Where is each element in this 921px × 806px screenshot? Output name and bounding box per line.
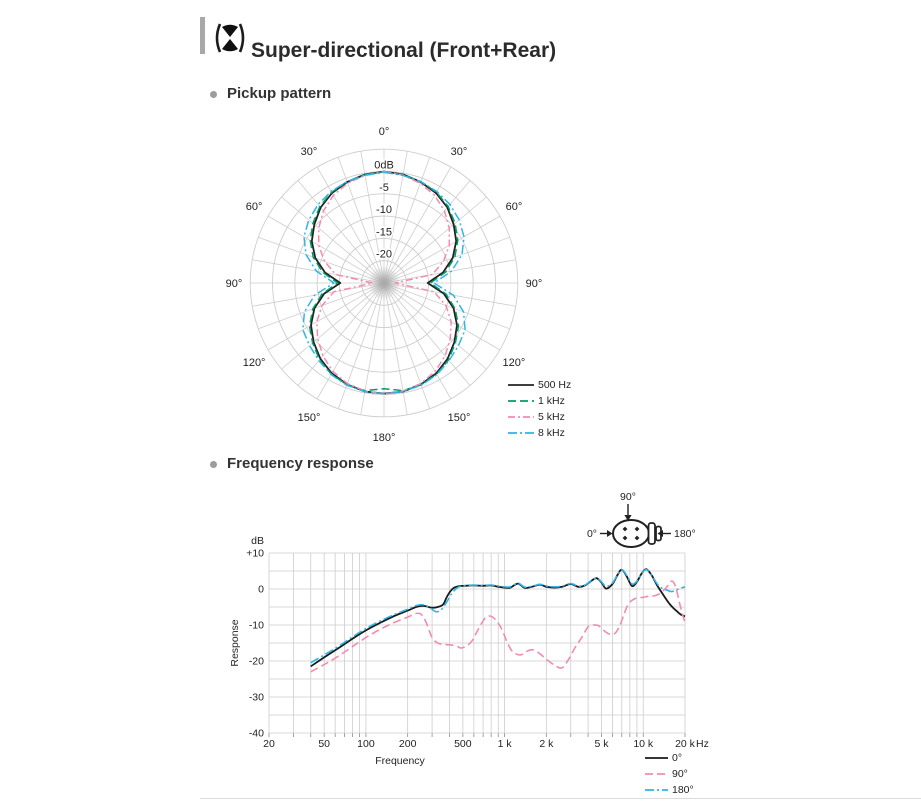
x-axis-title: Frequency [375,755,425,767]
pickup-pattern-polar-chart [225,122,555,444]
polar-radial-label: 0dB [374,159,394,172]
y-tick-label: 0 [258,583,264,596]
legend-label: 500 Hz [538,379,572,391]
y-tick-label: -30 [248,691,264,704]
x-tick-label: 1 k [497,738,512,750]
legend-item-90- [645,766,694,782]
legend-label: 1 kHz [538,395,565,407]
x-tick-label: 10 k [633,738,654,750]
polar-angle-label: 90° [225,278,243,290]
frequency-chart-legend [645,750,694,798]
polar-radial-label: -5 [379,181,389,194]
y-tick-label: -10 [248,619,264,632]
legend-item-1-khz [508,393,571,409]
x-tick-label: 2 k [539,738,554,750]
legend-item-8-khz [508,425,571,441]
y-tick-label: -20 [248,655,264,668]
mic-diagram-top-label: 90° [620,491,636,503]
legend-label: 90° [672,768,688,780]
x-tick-label: 50 [318,738,331,750]
polar-angle-label: 120° [242,357,266,369]
polar-angle-label: 60° [245,201,263,213]
polar-angle-label: 30° [300,146,318,159]
x-tick-label: 5 k [594,738,609,750]
polar-angle-label: 180° [372,432,396,444]
polar-angle-label: 150° [297,411,321,424]
section-title-pickup-pattern: Pickup pattern [227,85,332,102]
bullet-icon [210,461,217,468]
x-tick-label: 500 [454,738,472,750]
polar-radial-label: -10 [376,204,392,217]
polar-angle-label: 60° [505,201,523,213]
heading-accent-bar [200,17,205,54]
legend-item-500-hz [508,377,571,393]
polar-radial-label: -20 [376,248,392,261]
page-divider [200,798,921,799]
legend-label: 0° [672,752,683,764]
y-tick-label: -40 [248,727,264,740]
polar-angle-label: 120° [502,357,526,369]
figure8-pattern-icon [212,22,248,54]
polar-angle-label: 0° [378,126,390,138]
mic-diagram-left-label: 0° [586,528,597,540]
page-title: Super-directional (Front+Rear) [251,39,557,63]
section-title-frequency-response: Frequency response [227,455,374,472]
polar-angle-label: 90° [525,278,543,290]
legend-item-0- [645,750,694,766]
x-tick-label: 20 k [675,738,695,750]
x-tick-label: 100 [357,738,375,750]
legend-item-5-khz [508,409,571,425]
y-axis-unit: dB [251,535,264,547]
y-tick-label: +10 [246,547,264,560]
polar-angle-label: 150° [447,411,471,424]
y-axis-title: Response [229,619,241,667]
bullet-icon [210,91,217,98]
polar-chart-legend [508,377,571,441]
mic-diagram-right-label: 180° [674,528,696,540]
polar-radial-label: -15 [376,226,392,239]
polar-angle-label: 30° [450,146,468,159]
legend-label: 8 kHz [538,427,565,439]
x-axis-unit: Hz [696,738,709,750]
x-tick-label: 20 [263,738,275,750]
x-tick-label: 200 [398,738,417,750]
legend-item-180- [645,782,694,798]
legend-label: 180° [672,784,694,796]
legend-label: 5 kHz [538,411,565,423]
